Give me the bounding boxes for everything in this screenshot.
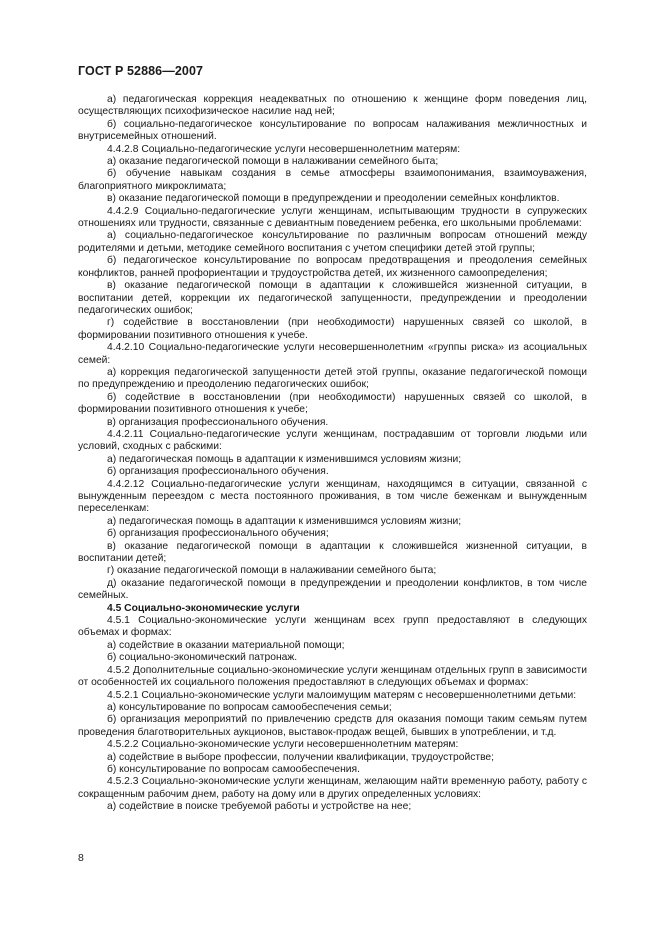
paragraph: а) педагогическая помощь в адаптации к изменившимся условиям жизни; xyxy=(107,453,462,465)
paragraph: 4.4.2.10 Социально-педагогические услуги несовершеннолетним «группы риска» из асоциальных семей: xyxy=(78,342,587,366)
paragraph: б) социально-педагогическое консультирование по вопросам налаживания межличностных и внутрисемейных отношений. xyxy=(78,118,587,143)
paragraph: 4.4.2.9 Социально-педагогические услуги женщинам, испытывающим трудности в супружеских отношениях или трудности, связанные с девиантным поведением ребенка, его школьными проблемами: xyxy=(78,205,587,230)
paragraph: б) организация мероприятий по привлечению средств для оказания помощи таким семьям путем проведения благотворительных аукционов, выставок-продаж вещей, бывших в употреблении, и т.д. xyxy=(78,714,587,738)
paragraph: 4.5.2.1 Социально-экономические услуги малоимущим матерям с несовершеннолетними детьми: xyxy=(107,689,577,701)
paragraph: а) консультирование по вопросам самообеспечения семьи; xyxy=(107,701,392,713)
paragraph: в) организация профессионального обучения. xyxy=(107,416,329,428)
paragraph: а) содействие в оказании материальной помощи; xyxy=(107,639,345,651)
paragraph: а) коррекция педагогической запущенности детей этой группы, оказание педагогической помощи по предупреждению и преодолению педагогических ошибок; xyxy=(78,366,587,391)
paragraph: б) обучение навыкам создания в семье атмосферы взаимопонимания, взаимоуважения, благоприятного микроклимата; xyxy=(78,168,587,192)
paragraph: а) педагогическая коррекция неадекватных по отношению к женщине форм поведения лиц, осуществляющих психофизическое насилие над ней; xyxy=(78,94,587,118)
paragraph: 4.4.2.11 Социально-педагогические услуги женщинам, пострадавшим от торговли людьми или условий, сходных с рабскими: xyxy=(78,428,587,453)
paragraph: б) консультирование по вопросам самообеспечения. xyxy=(107,763,360,775)
paragraph: б) содействие в восстановлении (при необходимости) нарушенных связей со школой, в формировании позитивного отношения к учебе; xyxy=(78,391,587,416)
paragraph: а) социально-педагогическое консультирование по различным вопросам отношений между родителями и детьми, методике семейного воспитания с учетом специфики детей этой группы; xyxy=(78,230,587,254)
document-body xyxy=(78,94,587,814)
paragraph: а) оказание педагогической помощи в налаживании семейного быта; xyxy=(107,156,439,168)
paragraph: б) организация профессионального обучения. xyxy=(107,466,329,478)
paragraph: б) организация профессионального обучения; xyxy=(107,528,329,540)
paragraph: 4.4.2.8 Социально-педагогические услуги несовершеннолетним матерям: xyxy=(107,143,461,155)
paragraph: г) оказание педагогической помощи в налаживании семейного быта; xyxy=(107,565,437,577)
paragraph: г) содействие в восстановлении (при необходимости) нарушенных связей со школой, в формировании позитивного отношения к учебе. xyxy=(78,317,587,341)
paragraph: д) оказание педагогической помощи в предупреждении и преодолении конфликтов, в том числе семейных. xyxy=(78,577,587,602)
page-number: 8 xyxy=(78,852,84,864)
paragraph: 4.5.1 Социально-экономические услуги женщинам всех групп предоставляют в следующих объемах и формах: xyxy=(78,615,587,639)
section-heading: 4.5 Социально-экономические услуги xyxy=(107,602,300,614)
paragraph: в) оказание педагогической помощи в адаптации к сложившейся жизненной ситуации, в воспитании детей; xyxy=(78,540,587,565)
paragraph: а) содействие в выборе профессии, получении квалификации, трудоустройстве; xyxy=(107,751,495,763)
paragraph: 4.5.2 Дополнительные социально-экономические услуги женщинам отдельных групп в зависимости от особенностей их социального положения предоставляют в следующих объемах и формах: xyxy=(78,664,587,689)
standard-designation: ГОСТ Р 52886—2007 xyxy=(78,64,204,78)
paragraph: 4.5.2.3 Социально-экономические услуги женщинам, желающим найти временную работу, работу с сокращенным рабочим днем, работу на дому или в других определенных условиях: xyxy=(78,776,587,800)
paragraph: в) оказание педагогической помощи в предупреждении и преодолении семейных конфликтов. xyxy=(107,193,560,205)
paragraph: б) педагогическое консультирование по вопросам предотвращения и преодоления семейных конфликтов, ранней профориентации и трудоустройства детей, их жизненного самоопределения; xyxy=(78,255,587,279)
paragraph: 4.4.2.12 Социально-педагогические услуги женщинам, находящимся в ситуации, связанной с вынужденным переездом с места постоянного проживания, в том числе беженкам и вынужденным переселенкам: xyxy=(78,478,587,515)
paragraph: б) социально-экономический патронаж. xyxy=(107,652,298,664)
paragraph: в) оказание педагогической помощи в адаптации к сложившейся жизненной ситуации, в воспитании детей, коррекции их педагогической запущенности, предупреждении и преодолении педагогических ошибок; xyxy=(78,280,587,316)
paragraph: а) содействие в поиске требуемой работы и устройстве на нее; xyxy=(107,801,412,813)
paragraph: а) педагогическая помощь в адаптации к изменившимся условиям жизни; xyxy=(107,515,462,527)
paragraph: 4.5.2.2 Социально-экономические услуги несовершеннолетним матерям: xyxy=(107,739,459,751)
